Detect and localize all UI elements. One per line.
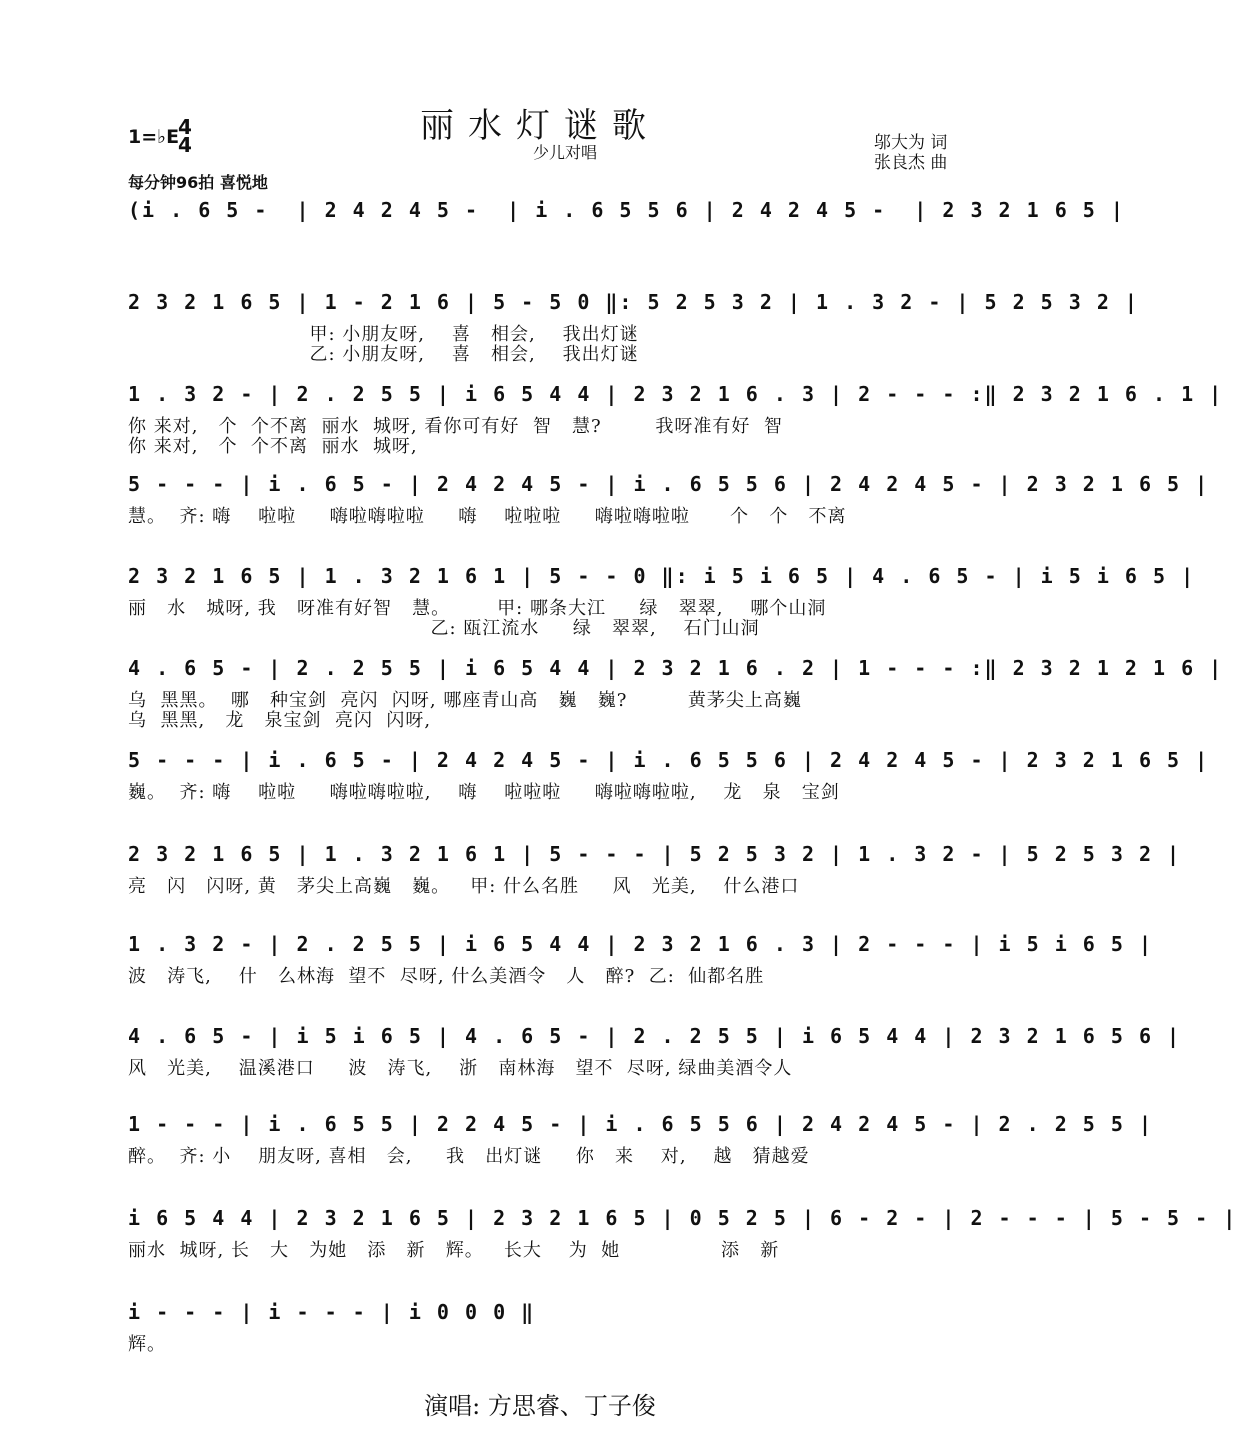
composer-credit: 张良杰 曲 (874, 153, 948, 173)
lyricist-credit: 邬大为 词 (874, 133, 948, 153)
key-signature: 1=♭E (128, 126, 180, 148)
notation-line: 5 - - - | i . 6 5 - | 2 4 2 4 5 - | i . 6 5 5 6 | 2 4 2 4 5 - | 2 3 2 1 6 5 | (128, 472, 1210, 496)
lyric-line: 波 涛飞, 什 么林海 望不 尽呀, 什么美酒令 人 醉? 乙: 仙都名胜 (128, 966, 765, 987)
notation-line: i - - - | i - - - | i 0 0 0 ‖ (128, 1300, 536, 1324)
song-subtitle: 少儿对唱 (532, 143, 597, 162)
notation-line: 4 . 6 5 - | 2 . 2 5 5 | i 6 5 4 4 | 2 3 2 1 6 . 2 | 1 - - - :‖ 2 3 2 1 2 1 6 | (128, 656, 1224, 680)
lyric-line: 乙: 小朋友呀, 喜 相会, 我出灯谜 (128, 344, 639, 365)
notation-line: i 6 5 4 4 | 2 3 2 1 6 5 | 2 3 2 1 6 5 | 0 5 2 5 | 6 - 2 - | 2 - - - | 5 - 5 - | (128, 1206, 1237, 1230)
notation-line: 4 . 6 5 - | i 5 i 6 5 | 4 . 6 5 - | 2 . 2 5 5 | i 6 5 4 4 | 2 3 2 1 6 5 6 | (128, 1024, 1182, 1048)
notation-line: 2 3 2 1 6 5 | 1 . 3 2 1 6 1 | 5 - - 0 ‖: i 5 i 6 5 | 4 . 6 5 - | i 5 i 6 5 | (128, 564, 1196, 588)
lyric-line: 乙: 瓯江流水 绿 翠翠, 石门山洞 (128, 618, 760, 639)
lyric-line: 丽水 城呀, 长 大 为她 添 新 辉。 长大 为 她 添 新 (128, 1240, 780, 1261)
notation-line: (i . 6 5 - | 2 4 2 4 5 - | i . 6 5 5 6 | 2 4 2 4 5 - | 2 3 2 1 6 5 | (128, 198, 1125, 222)
tempo-marking: 每分钟96拍 喜悦地 (128, 173, 268, 192)
lyric-line: 慧。 齐: 嗨 啦啦 嗨啦嗨啦啦 嗨 啦啦啦 嗨啦嗨啦啦 个 个 不离 (128, 506, 847, 527)
time-signature (178, 115, 192, 157)
lyric-line: 乌 黑黑。 哪 种宝剑 亮闪 闪呀, 哪座青山高 巍 巍? 黄茅尖上高巍 (128, 690, 802, 711)
performers: 演唱: 方思睿、丁子俊 (424, 1392, 656, 1420)
lyric-line: 你 来对, 个 个不离 丽水 城呀, (128, 436, 418, 457)
notation-line: 1 . 3 2 - | 2 . 2 5 5 | i 6 5 4 4 | 2 3 2 1 6 . 3 | 2 - - - :‖ 2 3 2 1 6 . 1 | (128, 382, 1224, 406)
lyric-line: 丽 水 城呀, 我 呀准有好智 慧。 甲: 哪条大江 绿 翠翠, 哪个山洞 (128, 598, 827, 619)
notation-line: 1 . 3 2 - | 2 . 2 5 5 | i 6 5 4 4 | 2 3 2 1 6 . 3 | 2 - - - | i 5 i 6 5 | (128, 932, 1153, 956)
notation-line: 2 3 2 1 6 5 | 1 . 3 2 1 6 1 | 5 - - - | 5 2 5 3 2 | 1 . 3 2 - | 5 2 5 3 2 | (128, 842, 1182, 866)
lyric-line: 亮 闪 闪呀, 黄 茅尖上高巍 巍。 甲: 什么名胜 风 光美, 什么港口 (128, 876, 800, 897)
lyric-line: 辉。 (128, 1334, 166, 1355)
lyric-line: 风 光美, 温溪港口 波 涛飞, 浙 南林海 望不 尽呀, 绿曲美酒令人 (128, 1058, 793, 1079)
lyric-line: 你 来对, 个 个不离 丽水 城呀, 看你可有好 智 慧? 我呀准有好 智 (128, 416, 783, 437)
notation-line: 1 - - - | i . 6 5 5 | 2 2 4 5 - | i . 6 5 5 6 | 2 4 2 4 5 - | 2 . 2 5 5 | (128, 1112, 1153, 1136)
notation-line: 5 - - - | i . 6 5 - | 2 4 2 4 5 - | i . 6 5 5 6 | 2 4 2 4 5 - | 2 3 2 1 6 5 | (128, 748, 1210, 772)
time-denominator: 4 (178, 133, 192, 157)
lyric-line: 巍。 齐: 嗨 啦啦 嗨啦嗨啦啦, 嗨 啦啦啦 嗨啦嗨啦啦, 龙 泉 宝剑 (128, 782, 840, 803)
time-numerator: 4 (178, 115, 192, 139)
notation-line: 2 3 2 1 6 5 | 1 - 2 1 6 | 5 - 5 0 ‖: 5 2 5 3 2 | 1 . 3 2 - | 5 2 5 3 2 | (128, 290, 1139, 314)
lyric-line: 醉。 齐: 小 朋友呀, 喜相 会, 我 出灯谜 你 来 对, 越 猜越爱 (128, 1146, 810, 1167)
song-title: 丽水灯谜歌 (420, 106, 660, 146)
lyric-line: 乌 黑黑, 龙 泉宝剑 亮闪 闪呀, (128, 710, 432, 731)
lyric-line: 甲: 小朋友呀, 喜 相会, 我出灯谜 (128, 324, 639, 345)
